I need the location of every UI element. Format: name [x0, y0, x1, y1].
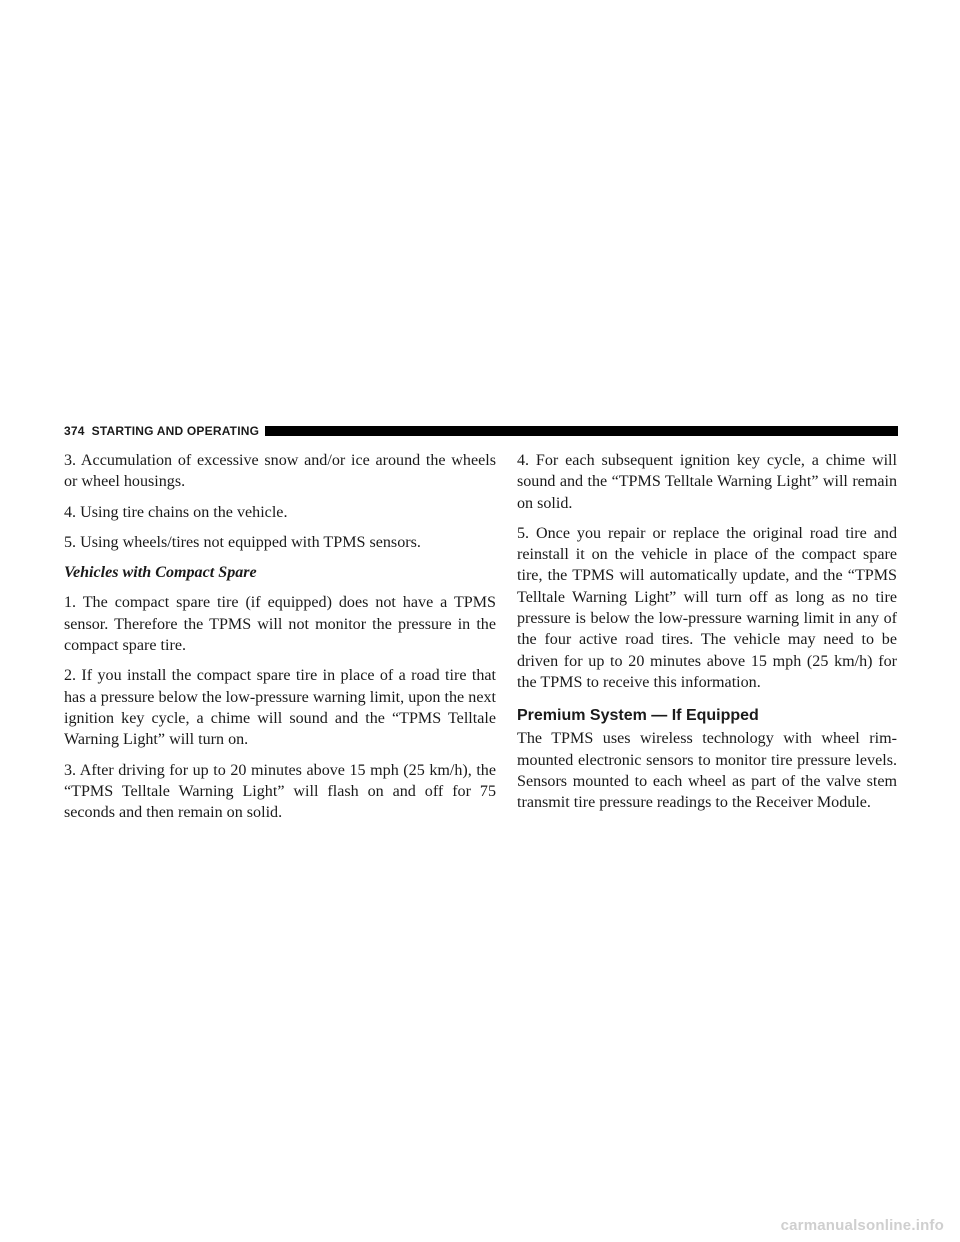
section-title: STARTING AND OPERATING [91, 424, 260, 438]
page-header [64, 424, 898, 438]
left-column [64, 450, 496, 832]
paragraph: 1. The compact spare tire (if equipped) does not have a TPMS sensor. Therefore the TPMS will not monitor the pressure in the compact spare tire. [64, 594, 496, 655]
paragraph: 3. Accumulation of excessive snow and/or ice around the wheels or wheel housings. [64, 452, 496, 491]
subheading-compact-spare: Vehicles with Compact Spare [64, 564, 257, 582]
paragraph: 4. For each subsequent ignition key cycle, a chime will sound and the “TPMS Telltale Warning Light” will remain on solid. [517, 452, 897, 512]
paragraph: 5. Once you repair or replace the original road tire and reinstall it on the vehicle in place of the compact spare tire, the TPMS will automatically update, and the “TPMS Telltale Warning Light” will turn off as long as no tire pressure is below the low-pressure warning limit in any of the four active road tires. The vehicle may need to be driven for up to 20 minutes above 15 mph (25 km/h) for the TPMS to receive this information. [517, 524, 897, 691]
paragraph: 5. Using wheels/tires not equipped with TPMS sensors. [64, 533, 421, 551]
right-column [517, 450, 897, 822]
page-number: 374 [64, 424, 85, 438]
paragraph: The TPMS uses wireless technology with wheel rim-mounted electronic sensors to monitor tire pressure levels. Sensors mounted to each wheel as part of the valve stem transmit tire pressure readings to the Receiver Module. [517, 730, 897, 812]
subheading-premium-system: Premium System — If Equipped [517, 707, 759, 725]
watermark: carmanualsonline.info [780, 1217, 944, 1234]
paragraph: 3. After driving for up to 20 minutes above 15 mph (25 km/h), the “TPMS Telltale Warning Light” will flash on and off for 75 seconds and then remain on solid. [64, 761, 496, 822]
paragraph: 4. Using tire chains on the vehicle. [64, 503, 288, 521]
paragraph: 2. If you install the compact spare tire in place of a road tire that has a pressure below the low-pressure warning limit, upon the next ignition key cycle, a chime will sound and the “TPMS Telltale Warning Light” will turn on. [64, 667, 496, 749]
header-rule [265, 426, 898, 436]
